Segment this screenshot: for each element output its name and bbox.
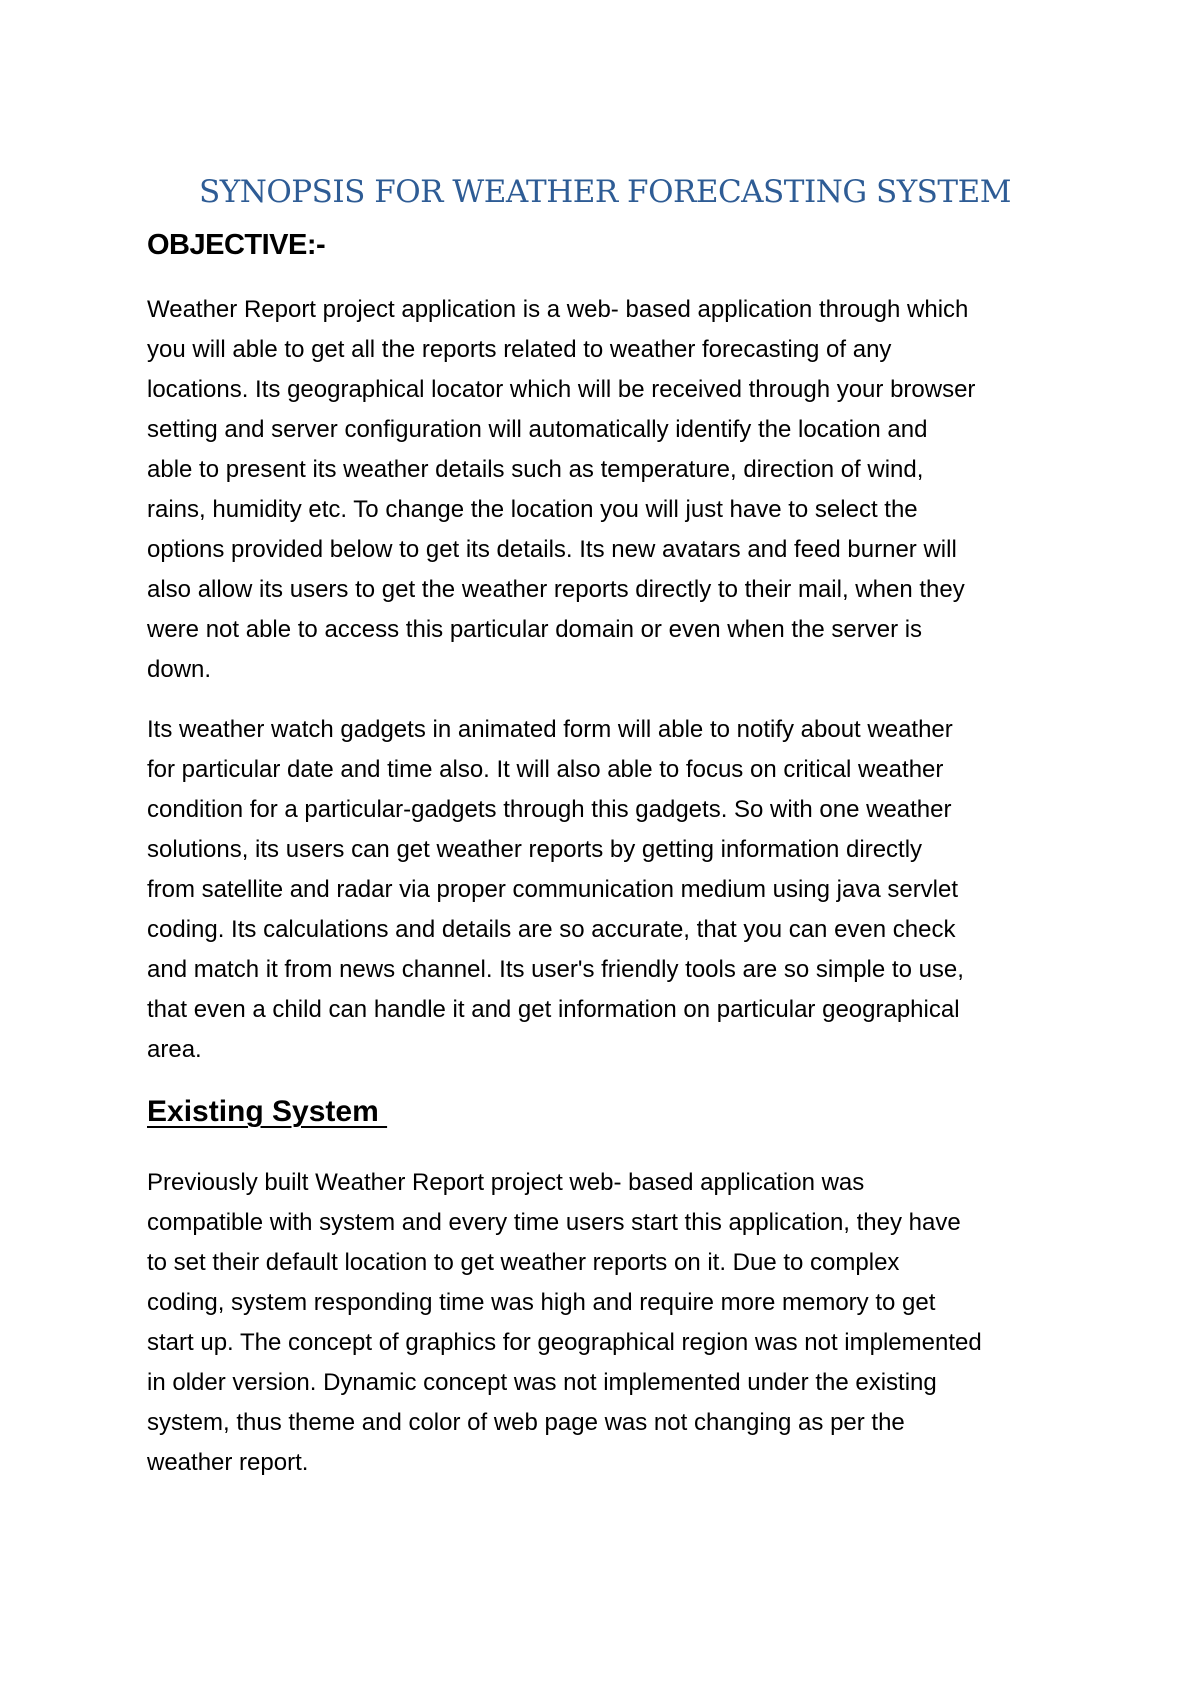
text-line: from satellite and radar via proper communication medium using java servlet xyxy=(147,876,959,903)
text-line: you will able to get all the reports related to weather forecasting of any xyxy=(147,336,892,363)
text-line: setting and server configuration will automatically identify the location and xyxy=(147,416,928,443)
text-line: that even a child can handle it and get information on particular geographical xyxy=(147,996,960,1023)
text-line: Weather Report project application is a web- based application through which xyxy=(147,296,969,323)
text-line: start up. The concept of graphics for geographical region was not implemented xyxy=(147,1329,982,1356)
text-line: area. xyxy=(147,1036,202,1063)
text-line: in older version. Dynamic concept was not implemented under the existing xyxy=(147,1369,937,1396)
text-line: down. xyxy=(147,656,212,683)
existing-system-paragraph xyxy=(147,1163,1067,1483)
text-line: coding, system responding time was high and require more memory to get xyxy=(147,1289,936,1316)
text-line: were not able to access this particular domain or even when the server is xyxy=(147,616,923,643)
text-line: able to present its weather details such as temperature, direction of wind, xyxy=(147,456,924,483)
text-line: condition for a particular-gadgets through this gadgets. So with one weather xyxy=(147,796,952,823)
existing-system-heading: Existing System xyxy=(147,1095,388,1128)
text-line: coding. Its calculations and details are so accurate, that you can even check xyxy=(147,916,956,943)
objective-paragraph-1 xyxy=(147,290,1067,690)
text-line: for particular date and time also. It will also able to focus on critical weather xyxy=(147,756,944,783)
text-line: also allow its users to get the weather reports directly to their mail, when they xyxy=(147,576,965,603)
objective-paragraph-2 xyxy=(147,710,1067,1070)
text-line: locations. Its geographical locator which will be received through your browser xyxy=(147,376,976,403)
text-line: Its weather watch gadgets in animated form will able to notify about weather xyxy=(147,716,953,743)
text-line: rains, humidity etc. To change the location you will just have to select the xyxy=(147,496,918,523)
text-line: and match it from news channel. Its user's friendly tools are so simple to use, xyxy=(147,956,964,983)
text-line: to set their default location to get weather reports on it. Due to complex xyxy=(147,1249,900,1276)
text-line: Previously built Weather Report project web- based application was xyxy=(147,1169,865,1196)
text-line: compatible with system and every time users start this application, they have xyxy=(147,1209,961,1236)
document-title: SYNOPSIS FOR WEATHER FORECASTING SYSTEM xyxy=(199,174,1011,210)
text-line: solutions, its users can get weather reports by getting information directly xyxy=(147,836,923,863)
text-line: system, thus theme and color of web page was not changing as per the xyxy=(147,1409,905,1436)
text-line: options provided below to get its details. Its new avatars and feed burner will xyxy=(147,536,957,563)
objective-heading: OBJECTIVE:- xyxy=(147,229,326,261)
text-line: weather report. xyxy=(147,1449,309,1476)
